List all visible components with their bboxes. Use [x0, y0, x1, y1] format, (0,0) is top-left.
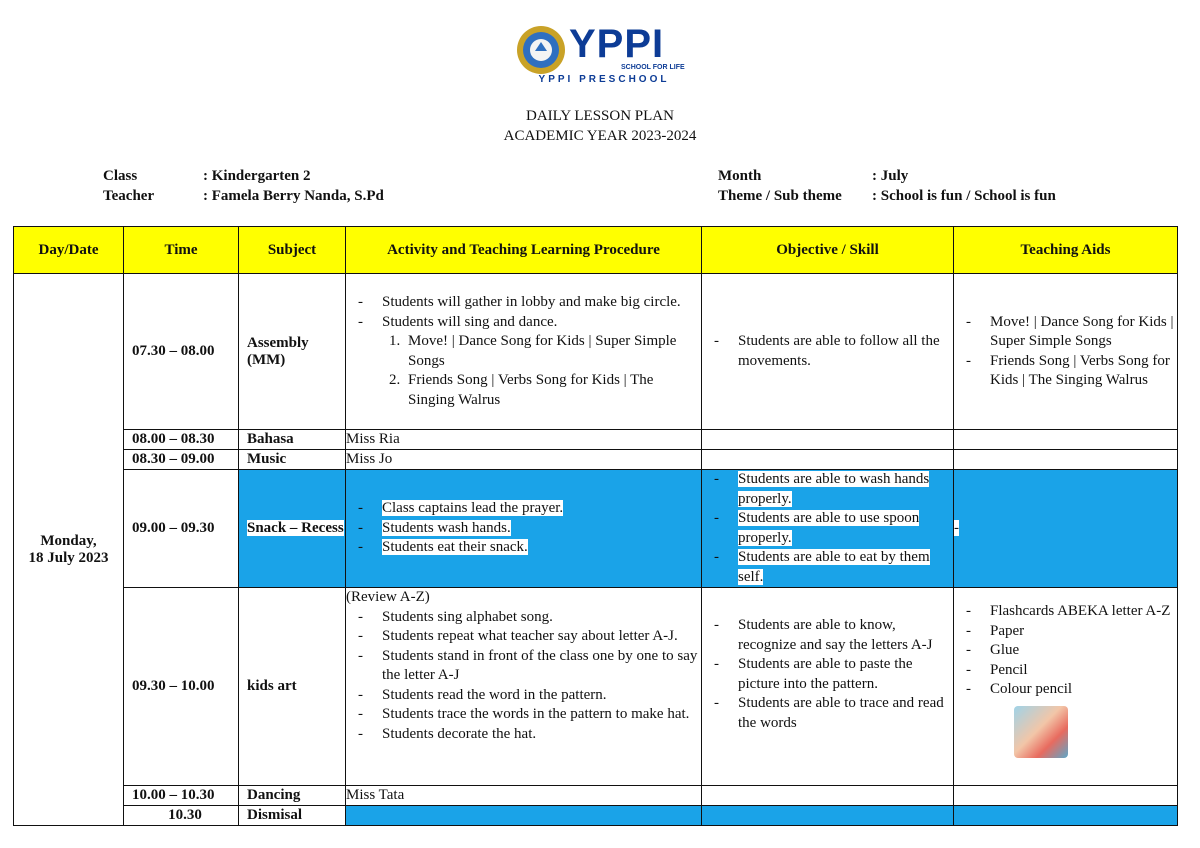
list-item: - Students stand in front of the class one by one to say the letter A-J: [382, 647, 701, 686]
time-cell: 08.30 – 09.00: [124, 450, 239, 470]
day-name: Monday,: [40, 532, 97, 549]
teaching-aids-cell: [954, 806, 1178, 826]
list-item: - Students are able to wash hands properly.: [738, 470, 953, 509]
time-cell: 10.00 – 10.30: [124, 786, 239, 806]
month-label: Month: [718, 168, 762, 184]
list-item: - Move! | Dance Song for Kids | Super Simple Songs: [990, 313, 1177, 352]
activity-cell: Miss Ria: [346, 430, 702, 450]
table-row: [14, 274, 1178, 430]
list-item: - Students are able to trace and read the words: [738, 694, 953, 733]
time-cell: 07.30 – 08.00: [124, 274, 239, 430]
school-name: YPPI PRESCHOOL: [538, 74, 670, 85]
table-row: [14, 470, 1178, 588]
hat-craft-image: [1014, 706, 1068, 758]
time-cell: 10.30: [124, 806, 239, 826]
activity-cell: Miss Tata: [346, 786, 702, 806]
header-day-date: Day/Date: [14, 227, 124, 274]
list-item: - Students are able to paste the picture into the pattern.: [738, 655, 953, 694]
list-item: - Students wash hands.: [382, 519, 701, 539]
theme-value: : School is fun / School is fun: [872, 188, 1056, 204]
list-item: - Glue: [990, 641, 1177, 661]
subject-cell: Music: [239, 450, 346, 470]
objective-cell: [702, 450, 954, 470]
list-item: - Pencil: [990, 661, 1177, 681]
logo-tagline: SCHOOL FOR LIFE: [621, 64, 685, 71]
list-item: - Colour pencil: [990, 680, 1177, 700]
list-item: - Students are able to use spoon properly.: [738, 509, 953, 548]
header-time: Time: [124, 227, 239, 274]
objective-cell: [702, 430, 954, 450]
date-value: 18 July 2023: [28, 549, 109, 566]
objective-cell: [702, 786, 954, 806]
header-objective: Objective / Skill: [702, 227, 954, 274]
subject-cell: Snack – Recess: [239, 470, 346, 588]
list-item: - Students are able to follow all the movements.: [738, 332, 953, 371]
list-item: - Flashcards ABEKA letter A-Z: [990, 602, 1177, 622]
list-item: - Students read the word in the pattern.: [382, 686, 701, 706]
list-item: - Students are able to know, recognize and say the letters A-J: [738, 616, 953, 655]
table-row: [14, 450, 1178, 470]
list-item: - Friends Song | Verbs Song for Kids | The Singing Walrus: [990, 352, 1177, 391]
list-item: - Paper: [990, 622, 1177, 642]
school-emblem-icon: [515, 24, 567, 76]
school-logo: [515, 24, 685, 88]
table-header-row: [14, 227, 1178, 274]
activity-cell: [346, 470, 702, 588]
table-row: [14, 786, 1178, 806]
list-item: - Students eat their snack.: [382, 538, 701, 558]
list-item: - Students trace the words in the pattern to make hat.: [382, 705, 701, 725]
table-row: [14, 588, 1178, 786]
activity-cell: Miss Jo: [346, 450, 702, 470]
objective-cell: [702, 806, 954, 826]
table-row: [14, 430, 1178, 450]
teaching-aids-cell: -: [954, 470, 1178, 588]
objective-cell: [702, 470, 954, 588]
activity-cell: [346, 806, 702, 826]
table-row: [14, 806, 1178, 826]
class-value: : Kindergarten 2: [203, 168, 311, 184]
list-item: - Students will sing and dance.: [382, 313, 701, 333]
subject-cell: kids art: [239, 588, 346, 786]
list-item: 2. Friends Song | Verbs Song for Kids | The Singing Walrus: [404, 371, 701, 410]
class-label: Class: [103, 168, 138, 184]
list-item: - Students sing alphabet song.: [382, 608, 701, 628]
time-cell: 09.00 – 09.30: [124, 470, 239, 588]
lesson-plan-table: [13, 226, 1178, 826]
day-date-cell: [14, 274, 124, 826]
document-title: DAILY LESSON PLAN: [526, 108, 674, 124]
objective-cell: [702, 274, 954, 430]
month-value: : July: [872, 168, 909, 184]
teaching-aids-cell: [954, 274, 1178, 430]
activity-cell: [346, 274, 702, 430]
list-item: - Students decorate the hat.: [382, 725, 701, 745]
objective-cell: [702, 588, 954, 786]
header-activity: Activity and Teaching Learning Procedure: [346, 227, 702, 274]
subject-cell: Assembly (MM): [239, 274, 346, 430]
list-item: - Students repeat what teacher say about letter A-J.: [382, 627, 701, 647]
list-item: - Class captains lead the prayer.: [382, 499, 701, 519]
activity-intro: (Review A-Z): [346, 589, 430, 605]
teaching-aids-cell: [954, 588, 1178, 786]
teaching-aids-cell: [954, 450, 1178, 470]
logo-brand: YPPI: [569, 22, 665, 66]
header-teaching-aids: Teaching Aids: [954, 227, 1178, 274]
list-item: - Students are able to eat by them self.: [738, 548, 953, 587]
subject-cell: Dancing: [239, 786, 346, 806]
header-subject: Subject: [239, 227, 346, 274]
teacher-label: Teacher: [103, 188, 155, 204]
teacher-value: : Famela Berry Nanda, S.Pd: [203, 188, 384, 204]
activity-cell: [346, 588, 702, 786]
teaching-aids-cell: [954, 430, 1178, 450]
teaching-aids-cell: [954, 786, 1178, 806]
list-item: 1. Move! | Dance Song for Kids | Super Simple Songs: [404, 332, 701, 371]
time-cell: 08.00 – 08.30: [124, 430, 239, 450]
subject-cell: Dismisal: [239, 806, 346, 826]
subject-cell: Bahasa: [239, 430, 346, 450]
academic-year: ACADEMIC YEAR 2023-2024: [503, 128, 697, 144]
theme-label: Theme / Sub theme: [718, 188, 842, 204]
time-cell: 09.30 – 10.00: [124, 588, 239, 786]
list-item: - Students will gather in lobby and make big circle.: [382, 293, 701, 313]
